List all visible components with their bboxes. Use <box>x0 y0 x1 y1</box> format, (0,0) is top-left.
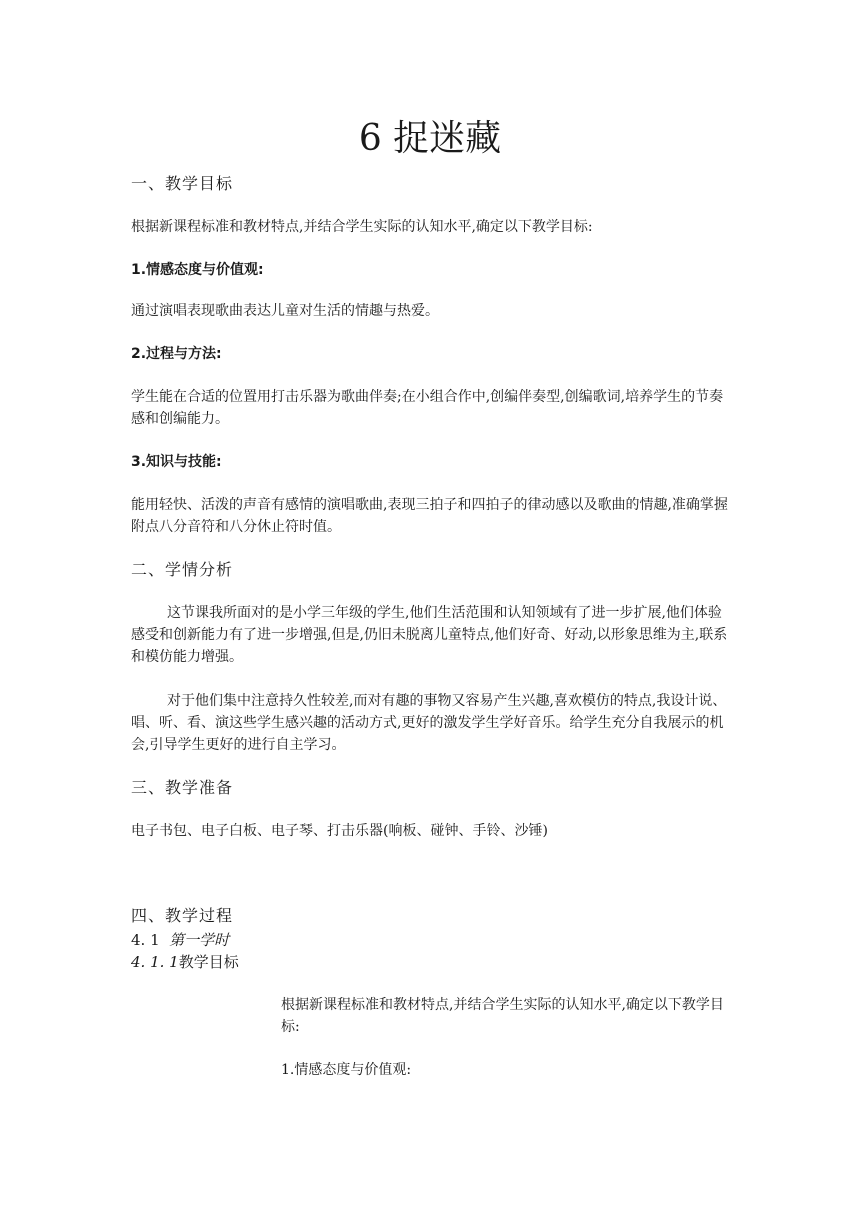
goal-1-title: 1.情感态度与价值观: <box>131 262 264 278</box>
goal-2-text: 学生能在合适的位置用打击乐器为歌曲伴奏;在小组合作中,创编伴奏型,创编歌词,培养学生的节奏感和创编能力。 <box>131 389 724 427</box>
subheading-label: 第一学时 <box>169 931 230 949</box>
nested-goals-intro: 根据新课程标准和教材特点,并结合学生实际的认知水平,确定以下教学目标: <box>281 997 724 1035</box>
goal-3-text: 能用轻快、活泼的声音有感情的演唱歌曲,表现三拍子和四拍子的律动感以及歌曲的情趣,准确掌握附点八分音符和八分休止符时值。 <box>131 497 728 535</box>
subheading-label: 教学目标 <box>178 953 239 971</box>
nested-goal-1-title: 1.情感态度与价值观: <box>281 1062 412 1078</box>
goals-intro-paragraph: 根据新课程标准和教材特点,并结合学生实际的认知水平,确定以下教学目标: <box>131 219 593 235</box>
document-title: 6 捉迷藏 <box>358 118 502 159</box>
subheading-number: 4. 1 <box>131 931 160 949</box>
subheading-teaching-goals <box>131 952 239 972</box>
goal-2-title: 2.过程与方法: <box>131 346 222 362</box>
preparation-text: 电子书包、电子白板、电子琴、打击乐器(响板、碰钟、手铃、沙锤) <box>131 823 548 839</box>
section-heading-preparation: 三、教学准备 <box>131 778 234 797</box>
section-heading-teaching-process: 四、教学过程 <box>131 906 234 925</box>
subheading-number: 4. 1. 1 <box>131 953 179 971</box>
goal-3-title: 3.知识与技能: <box>131 454 222 470</box>
section-heading-student-analysis: 二、学情分析 <box>131 560 234 579</box>
student-analysis-paragraph-2: 对于他们集中注意持久性较差,而对有趣的事物又容易产生兴趣,喜欢模仿的特点,我设计说、唱、听、看、演这些学生感兴趣的活动方式,更好的激发学生学好音乐。给学生充分自我展示的机会,引导学生更好的进行自主学习。 <box>131 693 727 753</box>
subheading-first-lesson <box>131 930 229 950</box>
section-heading-teaching-goals: 一、教学目标 <box>131 174 234 193</box>
student-analysis-paragraph-1: 这节课我所面对的是小学三年级的学生,他们生活范围和认知领域有了进一步扩展,他们体验感受和创新能力有了进一步增强,但是,仍旧未脱离儿童特点,他们好奇、好动,以形象思维为主,联系和模仿能力增强。 <box>131 605 728 665</box>
goal-1-text: 通过演唱表现歌曲表达儿童对生活的情趣与热爱。 <box>131 303 439 319</box>
